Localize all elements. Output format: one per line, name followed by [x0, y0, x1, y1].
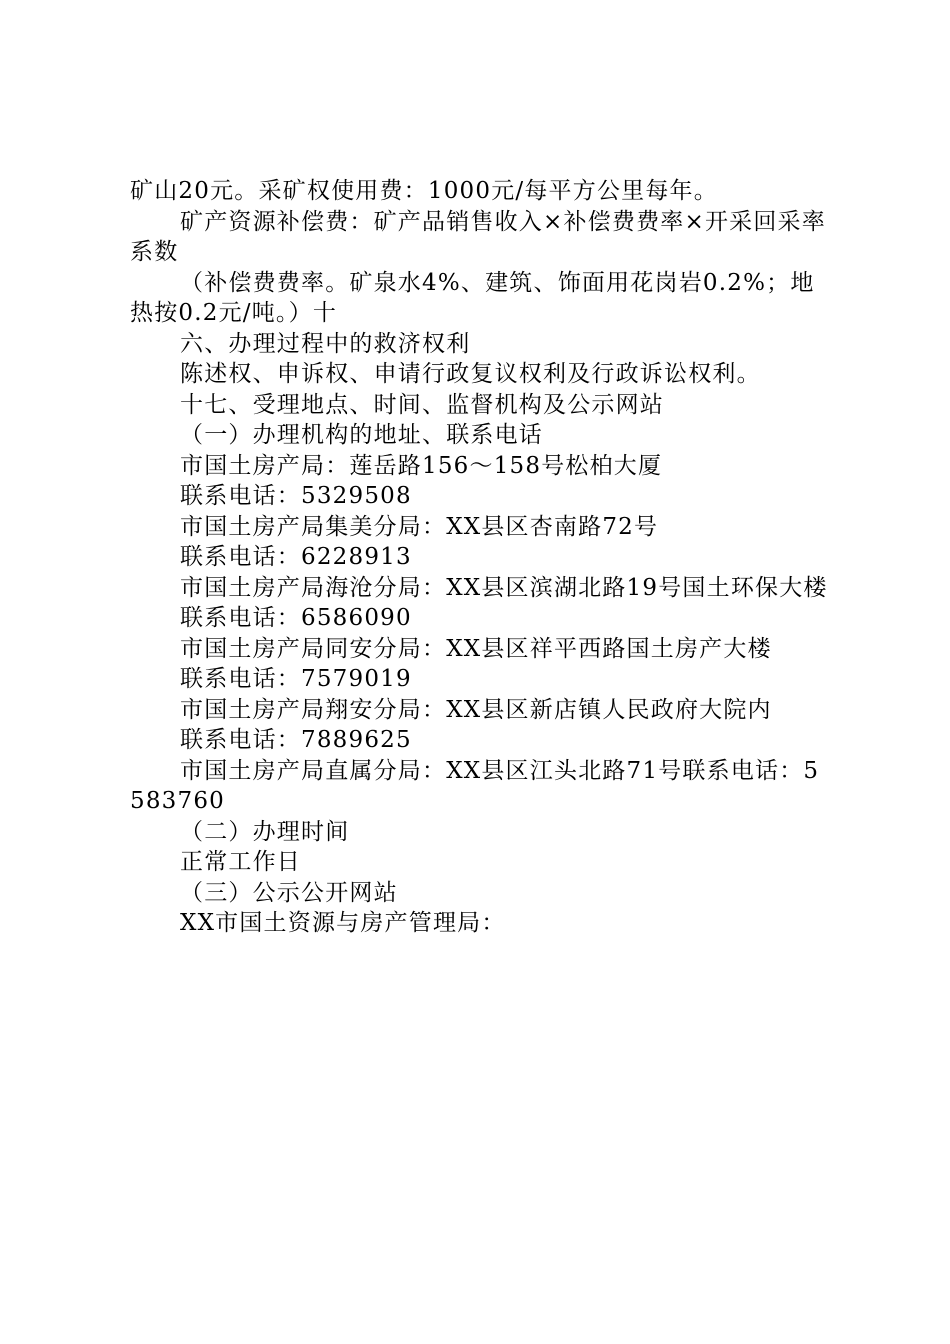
office-address-jimei: 市国土房产局集美分局：XX县区杏南路72号: [180, 513, 659, 540]
office-phone-tongan: 联系电话：7579019: [180, 666, 412, 692]
office-hours: 正常工作日: [180, 849, 301, 875]
office-phone-haicang: 联系电话：6586090: [180, 605, 412, 631]
office-phone-xiangan: 联系电话：7889625: [180, 727, 412, 753]
office-address-haicang: 市国土房产局海沧分局：XX县区滨湖北路19号国土环保大楼: [180, 574, 828, 601]
subheading-office-addresses: （一）办理机构的地址、联系电话: [180, 422, 543, 448]
office-address-main: 市国土房产局：莲岳路156～158号松柏大厦: [180, 452, 663, 479]
paragraph-2: 矿产资源补偿费：矿产品销售收入×补偿费费率×开采回采率系数: [130, 208, 826, 265]
office-address-xiangan: 市国土房产局翔安分局：XX县区新店镇人民政府大院内: [180, 696, 772, 723]
public-website: XX市国土资源与房产管理局：: [180, 910, 506, 936]
office-phone-jimei: 联系电话：6228913: [180, 544, 412, 570]
paragraph-1: 矿山20元。采矿权使用费：1000元/每平方公里每年。: [130, 178, 718, 204]
office-address-tongan: 市国土房产局同安分局：XX县区祥平西路国土房产大楼: [180, 635, 772, 662]
subheading-public-website: （三）公示公开网站: [180, 879, 398, 906]
paragraph-3: （补偿费费率。矿泉水4%、建筑、饰面用花岗岩0.2%；地热按0.2元/吨。）十: [130, 269, 815, 326]
paragraph-4: 六、办理过程中的救济权利: [180, 330, 471, 357]
section-heading-17: 十七、受理地点、时间、监督机构及公示网站: [180, 391, 664, 418]
subheading-office-hours: （二）办理时间: [180, 818, 350, 845]
paragraph-5: 陈述权、申诉权、申请行政复议权利及行政诉讼权利。: [180, 361, 761, 387]
office-address-direct: 市国土房产局直属分局：XX县区江头北路71号联系电话：5583760: [130, 757, 820, 814]
document-body: [130, 176, 834, 939]
office-phone-main: 联系电话：5329508: [180, 483, 412, 509]
